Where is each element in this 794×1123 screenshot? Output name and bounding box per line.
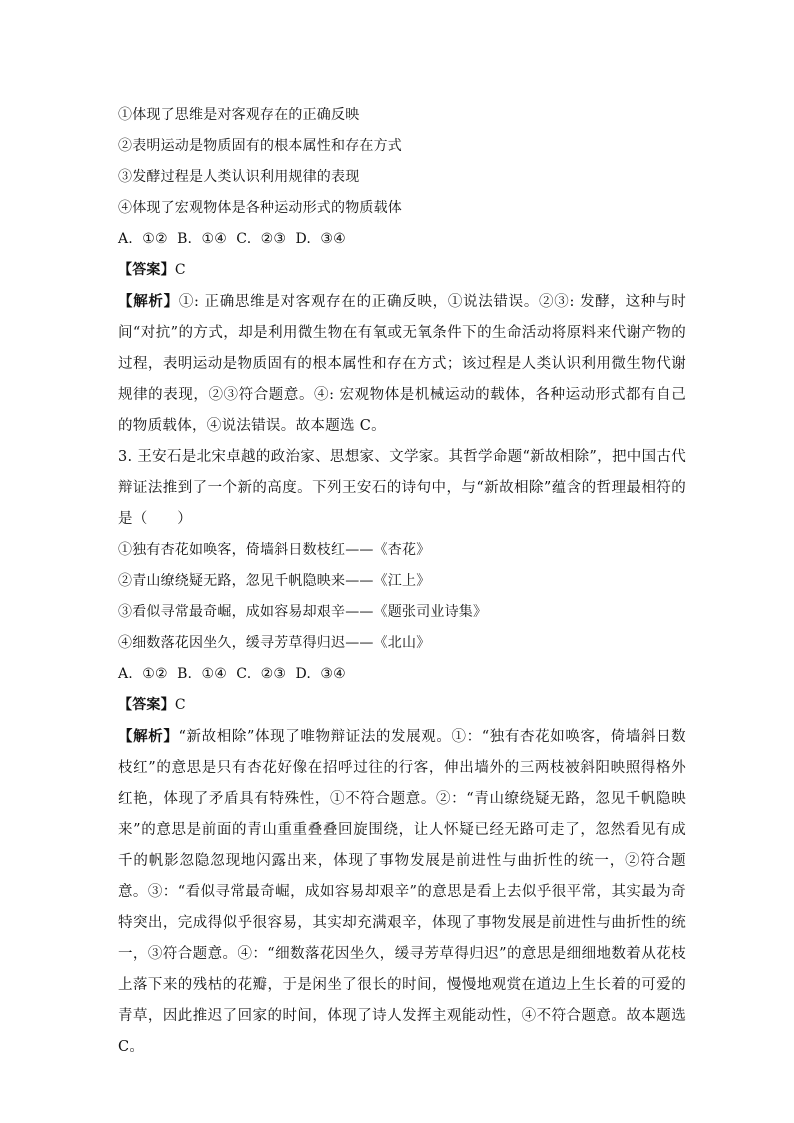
q2-choices: A. ①② B. ①④ C. ②③ D. ③④ bbox=[118, 231, 346, 247]
question-3-block bbox=[118, 442, 686, 1063]
q3-analysis bbox=[118, 721, 686, 1063]
q3-answer bbox=[118, 690, 686, 721]
q3-answer-label: 【答案】 bbox=[118, 697, 175, 713]
q3-answer-value: C bbox=[174, 697, 186, 713]
q2-analysis-text: ①: 正确思维是对客观存在的正确反映，①说法错误。②③: 发酵，这种与时间“对抗”的方式，却是利用微生物在有氧或无氧条件下的生命活动将原料来代谢产物的过程，表明运动是物质固有的根本属性和存在方式；该过程是人类认识利用微生物代谢规律的表现，②③符合题意。④: 宏观物体是机械运动的载体，各种运动形式都有自己的物质载体，④说法错误。故本题选 C。 bbox=[118, 294, 686, 434]
q2-analysis bbox=[118, 286, 686, 442]
q3-analysis-label: 【解析】 bbox=[118, 728, 179, 745]
page-content bbox=[118, 100, 686, 1063]
q3-stem: 3. 王安石是北宋卓越的政治家、思想家、文学家。其哲学命题“新故相除”，把中国古代辩证法推到了一个新的高度。下列王安石的诗句中，与“新故相除”蕴含的哲理最相符的是（ ） bbox=[118, 449, 686, 527]
q3-option-3: ③看似寻常最奇崛，成如容易却艰辛——《题张司业诗集》 bbox=[118, 604, 488, 620]
q2-answer-value: C bbox=[174, 262, 186, 278]
q3-option-4: ④细数落花因坐久，缓寻芳草得归迟——《北山》 bbox=[118, 635, 431, 651]
q2-answer bbox=[118, 255, 686, 286]
q2-answer-label: 【答案】 bbox=[118, 262, 175, 278]
q3-choices: A. ①② B. ①④ C. ②③ D. ③④ bbox=[118, 666, 346, 682]
q2-option-4: ④体现了宏观物体是各种运动形式的物质载体 bbox=[118, 200, 402, 216]
q2-option-3: ③发酵过程是人类认识利用规律的表现 bbox=[118, 169, 360, 185]
q2-option-1: ①体现了思维是对客观存在的正确反映 bbox=[118, 107, 360, 123]
q3-option-2: ②青山缭绕疑无路，忽见千帆隐映来——《江上》 bbox=[118, 573, 431, 589]
q2-analysis-label: 【解析】 bbox=[118, 293, 179, 310]
q3-analysis-text: “新故相除”体现了唯物辩证法的发展观。①：“独有杏花如唤客，倚墙斜日数枝红”的意思是只有杏花好像在招呼过往的行客，伸出墙外的三两枝被斜阳映照得格外红艳，体现了矛盾具有特殊性，①不符合题意。②：“青山缭绕疑无路，忽见千帆隐映来”的意思是前面的青山重重叠叠回旋围绕，让人怀疑已经无路可走了，忽然看见有成千的帆影忽隐忽现地闪露出来，体现了事物发展是前进性与曲折性的统一，②符合题意。③：“看似寻常最奇崛，成如容易却艰辛”的意思是看上去似乎很平常，其实最为奇特突出，完成得似乎很容易，其实却充满艰辛，体现了事物发展是前进性与曲折性的统一，③符合题意。④：“细数落花因坐久，缓寻芳草得归迟”的意思是细细地数着从花枝上落下来的残枯的花瓣，于是闲坐了很长的时间，慢慢地观赏在道边上生长着的可爱的青草，因此推迟了回家的时间，体现了诗人发挥主观能动性，④不符合题意。故本题选 C。 bbox=[118, 729, 686, 1055]
q3-option-1: ①独有杏花如唤客，倚墙斜日数枝红——《杏花》 bbox=[118, 542, 431, 558]
q2-option-2: ②表明运动是物质固有的根本属性和存在方式 bbox=[118, 138, 402, 154]
question-2-block bbox=[118, 100, 686, 442]
